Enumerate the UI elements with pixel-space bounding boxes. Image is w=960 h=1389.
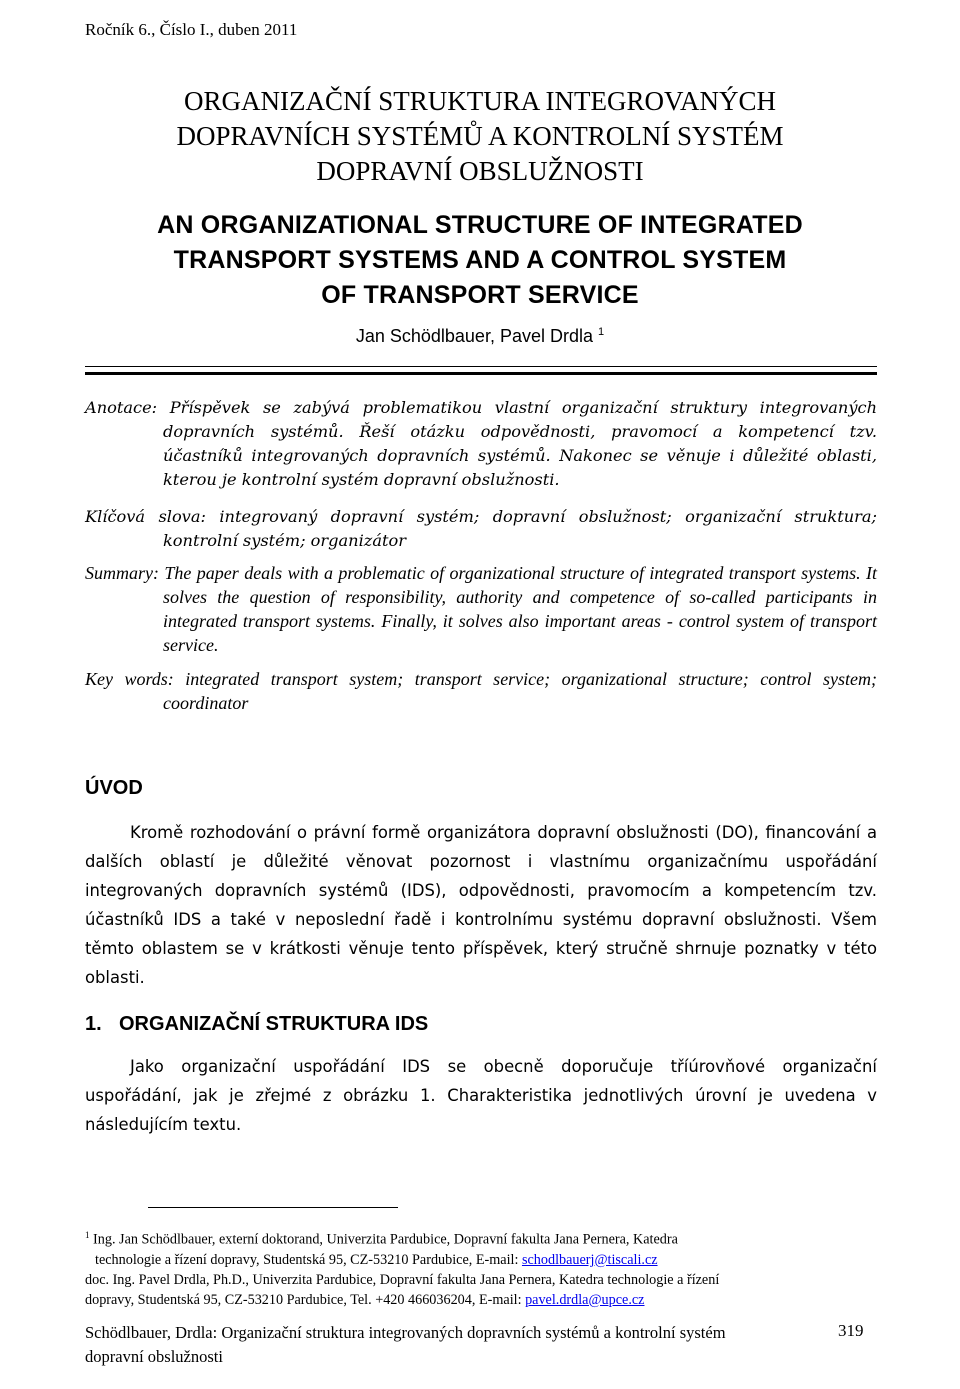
footnote-separator bbox=[148, 1207, 398, 1208]
footnotes bbox=[85, 1225, 885, 1310]
email-link-schodlbauer[interactable]: schodlbauerj@tiscali.cz bbox=[521, 1251, 658, 1268]
footnote-line bbox=[85, 1225, 885, 1250]
title-english-line: TRANSPORT SYSTEMS AND A CONTROL SYSTEM bbox=[173, 246, 787, 274]
footnote-text: Ing. Jan Schödlbauer, externí doktorand, Univerzita Pardubice, Dopravní fakulta Jana Pernera, Katedra bbox=[89, 1231, 678, 1248]
title-english bbox=[0, 208, 960, 313]
title-czech-line: DOPRAVNÍ OBSLUŽNOSTI bbox=[316, 156, 644, 186]
keywords-en bbox=[85, 667, 877, 715]
paragraph: Kromě rozhodování o právní formě organizátora dopravní obslužnosti (DO), financování a dalších oblastí je důležité věnovat pozornost i vlastnímu organizačnímu uspořádání integrovaných dopravních systémů (IDS), odpovědnosti, pravomocím a kompetencím tzv. účastníků IDS a také v neposlední řadě i kontrolnímu systému dopravní obslužnosti. Všem těmto oblastem se v krátkosti věnuje tento příspěvek, který stručně shrnuje poznatky v této oblasti. bbox=[85, 823, 877, 987]
abstract-en-label: Summary: bbox=[85, 563, 159, 583]
section-1-body bbox=[85, 1052, 877, 1139]
email-link-drdla[interactable]: pavel.drdla@upce.cz bbox=[525, 1291, 645, 1308]
title-english-line: OF TRANSPORT SERVICE bbox=[321, 281, 639, 309]
section-heading-1 bbox=[85, 1013, 428, 1036]
keywords-en-text: integrated transport system; transport service; organizational structure; control system; coordinator bbox=[163, 669, 878, 713]
author-footnote-mark: 1 bbox=[598, 326, 605, 338]
header-rule-thin bbox=[85, 366, 877, 367]
keywords-cz-text: integrovaný dopravní systém; dopravní obslužnost; organizační struktura; kontrolní systém; organizátor bbox=[163, 507, 877, 550]
section-uvod-body bbox=[85, 818, 877, 992]
authors-line bbox=[0, 326, 960, 347]
footnote-line bbox=[85, 1270, 885, 1290]
section-title: ORGANIZAČNÍ STRUKTURA IDS bbox=[119, 1013, 429, 1035]
section-number: 1. bbox=[85, 1013, 102, 1035]
abstract-en-text: The paper deals with a problematic of organizational structure of integrated transport systems. It solves the question of responsibility, authority and competence of so-called participants in integrated transport systems. Finally, it solves also important areas - control system of transport service. bbox=[163, 563, 878, 655]
footer-citation: Schödlbauer, Drdla: Organizační struktura integrovaných dopravních systémů a kontrolní systém dopravní obslužnosti bbox=[85, 1323, 726, 1366]
footnote-line bbox=[85, 1250, 885, 1270]
footnote-text: dopravy, Studentská 95, CZ-53210 Pardubice, Tel. +420 466036204, E-mail: bbox=[85, 1291, 526, 1308]
page-number: 319 bbox=[838, 1321, 864, 1340]
title-czech bbox=[0, 84, 960, 189]
footnote-line bbox=[85, 1290, 885, 1310]
abstract-cz bbox=[85, 396, 877, 492]
abstract-cz-text: Příspěvek se zabývá problematikou vlastní organizační struktury integrovaných dopravních systémů. Řeší otázku odpovědnosti, pravomocí a kompetencí tzv. účastníků integrovaných dopravních systémů. Nakonec se věnuje i důležité oblasti, kterou je kontrolní systém dopravní obslužnosti. bbox=[163, 398, 877, 489]
author-names: Jan Schödlbauer, Pavel Drdla bbox=[355, 326, 593, 346]
title-czech-line: DOPRAVNÍCH SYSTÉMŮ A KONTROLNÍ SYSTÉM bbox=[176, 121, 784, 151]
abstract-en bbox=[85, 561, 877, 657]
abstract-cz-label: Anotace: bbox=[85, 398, 158, 417]
keywords-en-label: Key words: bbox=[85, 669, 174, 689]
footnote-text: doc. Ing. Pavel Drdla, Ph.D., Univerzita Pardubice, Dopravní fakulta Jana Pernera, Katedra technologie a řízení bbox=[85, 1271, 720, 1288]
header-rule-thick bbox=[85, 372, 877, 375]
footnote-mark: 1 bbox=[85, 1230, 90, 1240]
section-heading-uvod: ÚVOD bbox=[85, 777, 143, 799]
title-english-line: AN ORGANIZATIONAL STRUCTURE OF INTEGRATED bbox=[157, 211, 803, 239]
paragraph: Jako organizační uspořádání IDS se obecně doporučuje tříúrovňové organizační uspořádání, jak je zřejmé z obrázku 1. Charakteristika jednotlivých úrovní je uvedena v následujícím textu. bbox=[85, 1057, 877, 1134]
journal-issue: Ročník 6., Číslo I., duben 2011 bbox=[85, 20, 298, 39]
footnote-text: technologie a řízení dopravy, Studentská 95, CZ-53210 Pardubice, E-mail: bbox=[95, 1251, 522, 1268]
keywords-cz-label: Klíčová slova: bbox=[85, 507, 206, 526]
title-czech-line: ORGANIZAČNÍ STRUKTURA INTEGROVANÝCH bbox=[183, 86, 776, 116]
keywords-cz bbox=[85, 505, 877, 553]
